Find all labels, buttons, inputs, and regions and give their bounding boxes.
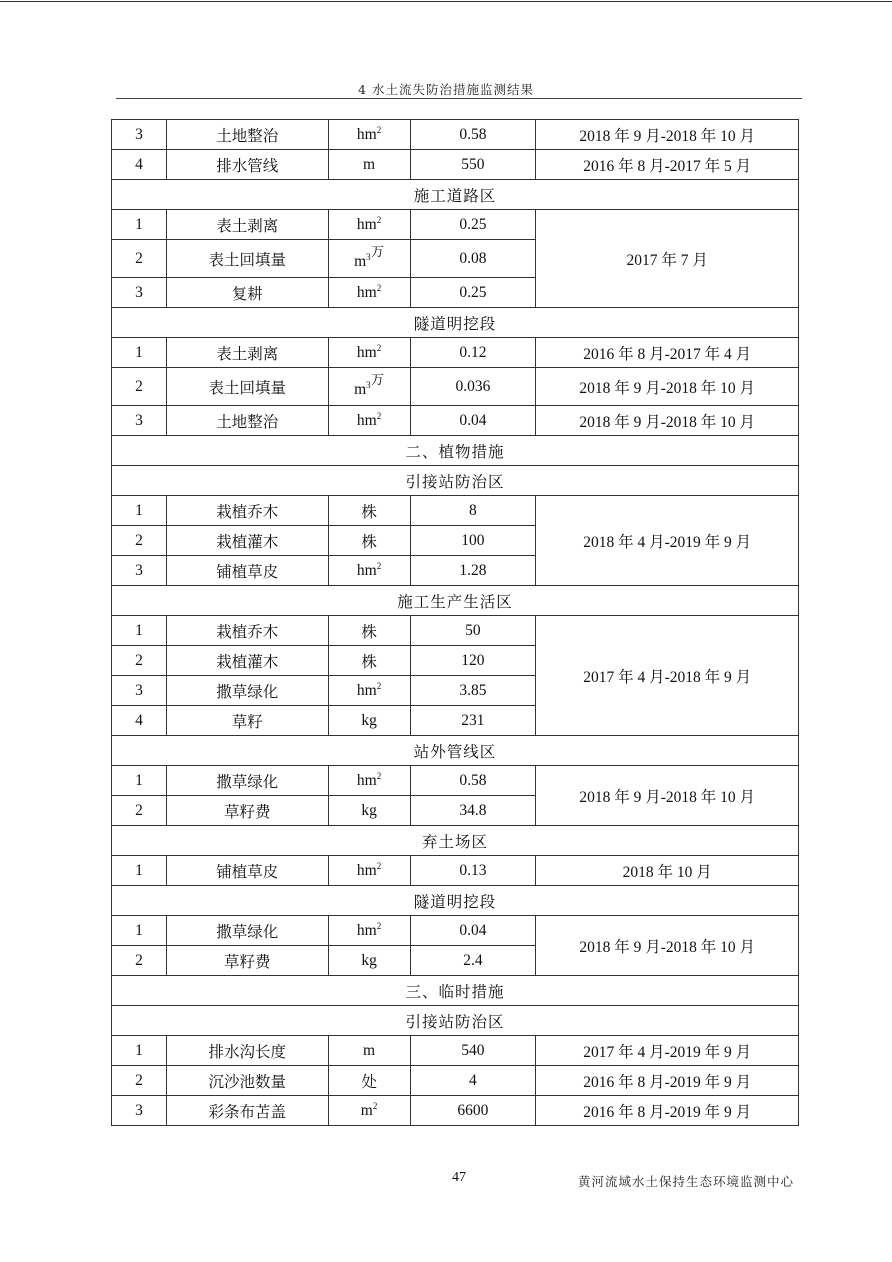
unit-base: kg bbox=[361, 711, 377, 729]
unit-base: m bbox=[363, 1041, 376, 1059]
section-row bbox=[112, 436, 799, 466]
unit-base: hm bbox=[356, 215, 377, 233]
table-row bbox=[112, 210, 799, 240]
row-number: 1 bbox=[112, 1036, 167, 1066]
section-title: 隧道明挖段 bbox=[112, 886, 799, 916]
quantity: 0.12 bbox=[410, 338, 536, 368]
unit-base: hm bbox=[356, 921, 377, 939]
quantity: 2.4 bbox=[410, 946, 536, 976]
unit-base: m bbox=[354, 253, 367, 270]
unit-cell bbox=[328, 120, 410, 150]
row-number: 2 bbox=[112, 946, 167, 976]
implementation-period: 2018 年 9 月-2018 年 10 月 bbox=[536, 916, 799, 976]
implementation-period: 2018 年 10 月 bbox=[536, 856, 799, 886]
measure-name: 表土回填量 bbox=[166, 368, 328, 406]
quantity: 3.85 bbox=[410, 676, 536, 706]
row-number: 3 bbox=[112, 120, 167, 150]
unit-cell bbox=[328, 856, 410, 886]
section-title: 引接站防治区 bbox=[112, 466, 799, 496]
unit-m bbox=[354, 253, 371, 271]
measure-name: 表土回填量 bbox=[166, 240, 328, 278]
table-row bbox=[112, 1096, 799, 1126]
unit-cell bbox=[328, 150, 410, 180]
unit-base: 株 bbox=[361, 653, 377, 671]
section-row bbox=[112, 180, 799, 210]
unit-wan: 万 bbox=[371, 244, 385, 259]
row-number: 4 bbox=[112, 706, 167, 736]
section-title: 站外管线区 bbox=[112, 736, 799, 766]
measure-name: 复耕 bbox=[166, 278, 328, 308]
unit-exponent: 2 bbox=[372, 1100, 378, 1111]
table-row bbox=[112, 856, 799, 886]
unit-cell bbox=[328, 556, 410, 586]
row-number: 4 bbox=[112, 150, 167, 180]
unit-base: 株 bbox=[361, 623, 377, 641]
quantity: 0.04 bbox=[410, 916, 536, 946]
row-number: 3 bbox=[112, 676, 167, 706]
row-number: 3 bbox=[112, 1096, 167, 1126]
footer-organization: 黄河流域水土保持生态环境监测中心 bbox=[577, 1174, 794, 1189]
measure-name: 铺植草皮 bbox=[166, 856, 328, 886]
section-title: 引接站防治区 bbox=[112, 1006, 799, 1036]
unit-base: m bbox=[354, 381, 367, 398]
measure-name: 排水管线 bbox=[166, 150, 328, 180]
unit-exponent: 2 bbox=[376, 342, 382, 353]
implementation-period: 2016 年 8 月-2017 年 5 月 bbox=[536, 150, 799, 180]
unit-base: hm bbox=[356, 283, 377, 301]
implementation-period: 2016 年 8 月-2019 年 9 月 bbox=[536, 1096, 799, 1126]
unit-cell bbox=[328, 706, 410, 736]
unit-exponent: 3 bbox=[366, 380, 371, 390]
measure-name: 栽植灌木 bbox=[166, 526, 328, 556]
row-number: 3 bbox=[112, 406, 167, 436]
row-number: 2 bbox=[112, 526, 167, 556]
unit-cell bbox=[328, 946, 410, 976]
section-title: 施工生产生活区 bbox=[112, 586, 799, 616]
unit-base: hm bbox=[356, 771, 377, 789]
unit-wan-m3 bbox=[354, 241, 384, 271]
row-number: 3 bbox=[112, 278, 167, 308]
unit-wan-m3 bbox=[354, 369, 384, 399]
unit-base: hm bbox=[356, 561, 377, 579]
implementation-period: 2016 年 8 月-2017 年 4 月 bbox=[536, 338, 799, 368]
measures-table bbox=[111, 119, 799, 1126]
unit-base: hm bbox=[356, 861, 377, 879]
section-title: 二、植物措施 bbox=[112, 436, 799, 466]
quantity: 0.13 bbox=[410, 856, 536, 886]
table-row bbox=[112, 150, 799, 180]
row-number: 1 bbox=[112, 616, 167, 646]
quantity: 231 bbox=[410, 706, 536, 736]
unit-cell bbox=[328, 796, 410, 826]
quantity: 120 bbox=[410, 646, 536, 676]
unit-cell bbox=[328, 210, 410, 240]
unit-exponent: 2 bbox=[376, 214, 382, 225]
running-header: 4 水土流失防治措施监测结果 bbox=[358, 82, 534, 97]
quantity: 4 bbox=[410, 1066, 536, 1096]
table-row bbox=[112, 616, 799, 646]
section-row bbox=[112, 736, 799, 766]
top-border bbox=[0, 1, 892, 2]
unit-base: 处 bbox=[361, 1073, 377, 1091]
unit-base: 株 bbox=[361, 503, 377, 521]
unit-base: hm bbox=[356, 125, 377, 143]
row-number: 1 bbox=[112, 210, 167, 240]
measure-name: 沉沙池数量 bbox=[166, 1066, 328, 1096]
row-number: 3 bbox=[112, 556, 167, 586]
quantity: 8 bbox=[410, 496, 536, 526]
row-number: 2 bbox=[112, 646, 167, 676]
unit-cell bbox=[328, 646, 410, 676]
table-row bbox=[112, 1036, 799, 1066]
row-number: 2 bbox=[112, 1066, 167, 1096]
table-row bbox=[112, 766, 799, 796]
row-number: 1 bbox=[112, 766, 167, 796]
unit-base: hm bbox=[356, 411, 377, 429]
unit-exponent: 2 bbox=[376, 560, 382, 571]
implementation-period: 2016 年 8 月-2019 年 9 月 bbox=[536, 1066, 799, 1096]
measure-name: 草籽 bbox=[166, 706, 328, 736]
unit-m bbox=[354, 381, 371, 399]
unit-cell bbox=[328, 496, 410, 526]
unit-cell bbox=[328, 368, 410, 406]
quantity: 0.25 bbox=[410, 210, 536, 240]
section-row bbox=[112, 466, 799, 496]
section-row bbox=[112, 976, 799, 1006]
unit-exponent: 2 bbox=[376, 920, 382, 931]
quantity: 100 bbox=[410, 526, 536, 556]
section-title: 弃土场区 bbox=[112, 826, 799, 856]
unit-exponent: 2 bbox=[376, 680, 382, 691]
measure-name: 栽植乔木 bbox=[166, 616, 328, 646]
row-number: 1 bbox=[112, 916, 167, 946]
measure-name: 撒草绿化 bbox=[166, 916, 328, 946]
unit-base: m bbox=[360, 1101, 373, 1119]
unit-exponent: 2 bbox=[376, 410, 382, 421]
measure-name: 土地整治 bbox=[166, 120, 328, 150]
unit-cell bbox=[328, 616, 410, 646]
section-title: 施工道路区 bbox=[112, 180, 799, 210]
table-row bbox=[112, 368, 799, 406]
row-number: 1 bbox=[112, 496, 167, 526]
row-number: 1 bbox=[112, 338, 167, 368]
quantity: 540 bbox=[410, 1036, 536, 1066]
measure-name: 栽植乔木 bbox=[166, 496, 328, 526]
unit-cell bbox=[328, 1066, 410, 1096]
unit-exponent: 2 bbox=[376, 124, 382, 135]
table-row bbox=[112, 496, 799, 526]
quantity: 6600 bbox=[410, 1096, 536, 1126]
unit-exponent: 2 bbox=[376, 860, 382, 871]
implementation-period: 2017 年 4 月-2018 年 9 月 bbox=[536, 616, 799, 736]
unit-cell bbox=[328, 406, 410, 436]
unit-exponent: 3 bbox=[366, 252, 371, 262]
quantity: 0.25 bbox=[410, 278, 536, 308]
unit-cell bbox=[328, 1096, 410, 1126]
measure-name: 铺植草皮 bbox=[166, 556, 328, 586]
measure-name: 撒草绿化 bbox=[166, 766, 328, 796]
quantity: 0.08 bbox=[410, 240, 536, 278]
measure-name: 栽植灌木 bbox=[166, 646, 328, 676]
unit-base: kg bbox=[361, 801, 377, 819]
table-row bbox=[112, 916, 799, 946]
measure-name: 彩条布苫盖 bbox=[166, 1096, 328, 1126]
implementation-period: 2018 年 9 月-2018 年 10 月 bbox=[536, 766, 799, 826]
quantity: 550 bbox=[410, 150, 536, 180]
section-title: 三、临时措施 bbox=[112, 976, 799, 1006]
measure-name: 草籽费 bbox=[166, 796, 328, 826]
measure-name: 撒草绿化 bbox=[166, 676, 328, 706]
implementation-period: 2018 年 9 月-2018 年 10 月 bbox=[536, 406, 799, 436]
table-row bbox=[112, 406, 799, 436]
unit-cell bbox=[328, 278, 410, 308]
measure-name: 土地整治 bbox=[166, 406, 328, 436]
unit-base: 株 bbox=[361, 533, 377, 551]
section-row bbox=[112, 1006, 799, 1036]
measure-name: 排水沟长度 bbox=[166, 1036, 328, 1066]
implementation-period: 2017 年 4 月-2019 年 9 月 bbox=[536, 1036, 799, 1066]
measure-name: 草籽费 bbox=[166, 946, 328, 976]
row-number: 1 bbox=[112, 856, 167, 886]
quantity: 0.58 bbox=[410, 120, 536, 150]
unit-base: kg bbox=[361, 951, 377, 969]
section-row bbox=[112, 886, 799, 916]
header-rule bbox=[116, 98, 802, 99]
table-row bbox=[112, 120, 799, 150]
unit-base: hm bbox=[356, 681, 377, 699]
page-number: 47 bbox=[452, 1170, 466, 1185]
row-number: 2 bbox=[112, 368, 167, 406]
quantity: 0.036 bbox=[410, 368, 536, 406]
unit-exponent: 2 bbox=[376, 282, 382, 293]
implementation-period: 2018 年 9 月-2018 年 10 月 bbox=[536, 368, 799, 406]
unit-cell bbox=[328, 1036, 410, 1066]
unit-cell bbox=[328, 676, 410, 706]
unit-base: hm bbox=[356, 343, 377, 361]
row-number: 2 bbox=[112, 796, 167, 826]
unit-base: m bbox=[363, 155, 376, 173]
unit-cell bbox=[328, 766, 410, 796]
table-row bbox=[112, 1066, 799, 1096]
unit-cell bbox=[328, 526, 410, 556]
quantity: 34.8 bbox=[410, 796, 536, 826]
measure-name: 表土剥离 bbox=[166, 338, 328, 368]
quantity: 0.58 bbox=[410, 766, 536, 796]
section-row bbox=[112, 586, 799, 616]
quantity: 1.28 bbox=[410, 556, 536, 586]
unit-cell bbox=[328, 240, 410, 278]
quantity: 0.04 bbox=[410, 406, 536, 436]
quantity: 50 bbox=[410, 616, 536, 646]
section-row bbox=[112, 308, 799, 338]
table-row bbox=[112, 338, 799, 368]
unit-cell bbox=[328, 916, 410, 946]
implementation-period: 2018 年 9 月-2018 年 10 月 bbox=[536, 120, 799, 150]
section-row bbox=[112, 826, 799, 856]
measure-name: 表土剥离 bbox=[166, 210, 328, 240]
implementation-period: 2017 年 7 月 bbox=[536, 210, 799, 308]
section-title: 隧道明挖段 bbox=[112, 308, 799, 338]
implementation-period: 2018 年 4 月-2019 年 9 月 bbox=[536, 496, 799, 586]
unit-wan: 万 bbox=[371, 372, 385, 387]
unit-exponent: 2 bbox=[376, 770, 382, 781]
row-number: 2 bbox=[112, 240, 167, 278]
unit-cell bbox=[328, 338, 410, 368]
